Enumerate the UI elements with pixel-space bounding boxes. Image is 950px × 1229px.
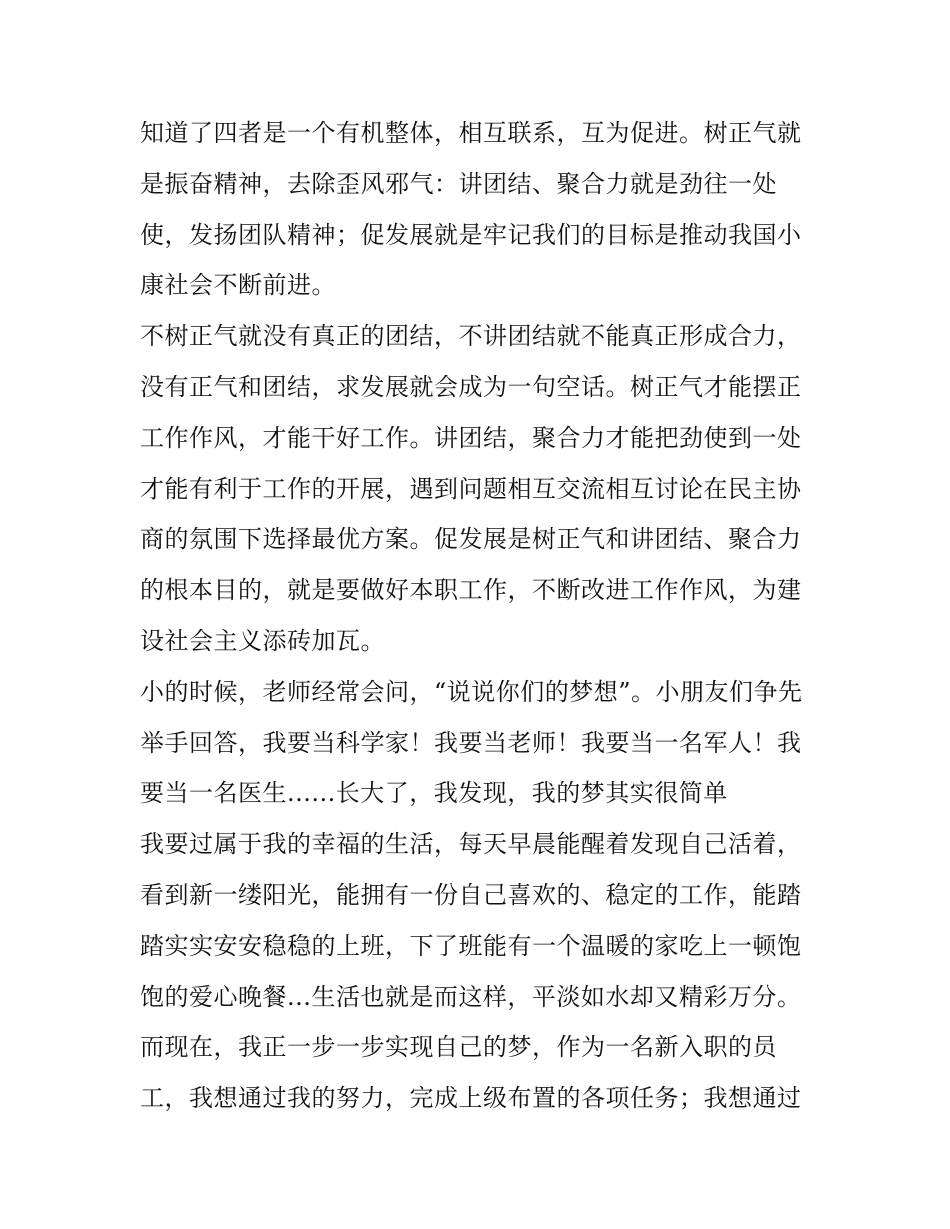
text-line: 商的氛围下选择最优方案。促发展是树正气和讲团结、聚合力 bbox=[140, 525, 802, 554]
text-line: 没有正气和团结，求发展就会成为一句空话。树正气才能摆正 bbox=[140, 372, 802, 401]
text-line: 要当一名医生......长大了，我发现，我的梦其实很简单 bbox=[140, 779, 728, 808]
text-line: 使，发扬团队精神；促发展就是牢记我们的目标是推动我国小 bbox=[140, 220, 802, 249]
text-line: 设社会主义添砖加瓦。 bbox=[140, 626, 385, 655]
text-line: 而现在，我正一步一步实现自己的梦，作为一名新入职的员 bbox=[140, 1033, 777, 1062]
text-line: 我要过属于我的幸福的生活，每天早晨能醒着发现自己活着， bbox=[140, 830, 802, 859]
text-line: 才能有利于工作的开展，遇到问题相互交流相互讨论在民主协 bbox=[140, 474, 802, 503]
text-line: 的根本目的，就是要做好本职工作，不断改进工作作风，为建 bbox=[140, 576, 802, 605]
text-line: 康社会不断前进。 bbox=[140, 271, 336, 300]
text-line: 工作作风，才能干好工作。讲团结，聚合力才能把劲使到一处 bbox=[140, 423, 802, 452]
text-line: 不树正气就没有真正的团结，不讲团结就不能真正形成合力， bbox=[140, 322, 802, 351]
document-body bbox=[140, 108, 820, 1124]
text-line: 工，我想通过我的努力，完成上级布置的各项任务；我想通过 bbox=[140, 1084, 802, 1113]
text-line: 小的时候，老师经常会问，“说说你们的梦想”。小朋友们争先 bbox=[140, 677, 803, 706]
text-line: 饱的爱心晚餐...生活也就是而这样，平淡如水却又精彩万分。 bbox=[140, 982, 802, 1011]
text-line: 踏实实安安稳稳的上班，下了班能有一个温暖的家吃上一顿饱 bbox=[140, 931, 802, 960]
text-line: 知道了四者是一个有机整体，相互联系，互为促进。树正气就 bbox=[140, 119, 802, 147]
text-line: 是振奋精神，去除歪风邪气：讲团结、聚合力就是劲往一处 bbox=[140, 169, 777, 198]
text-line: 看到新一缕阳光，能拥有一份自己喜欢的、稳定的工作，能踏 bbox=[140, 880, 802, 909]
text-line: 举手回答，我要当科学家！我要当老师！我要当一名军人！我 bbox=[140, 728, 802, 757]
